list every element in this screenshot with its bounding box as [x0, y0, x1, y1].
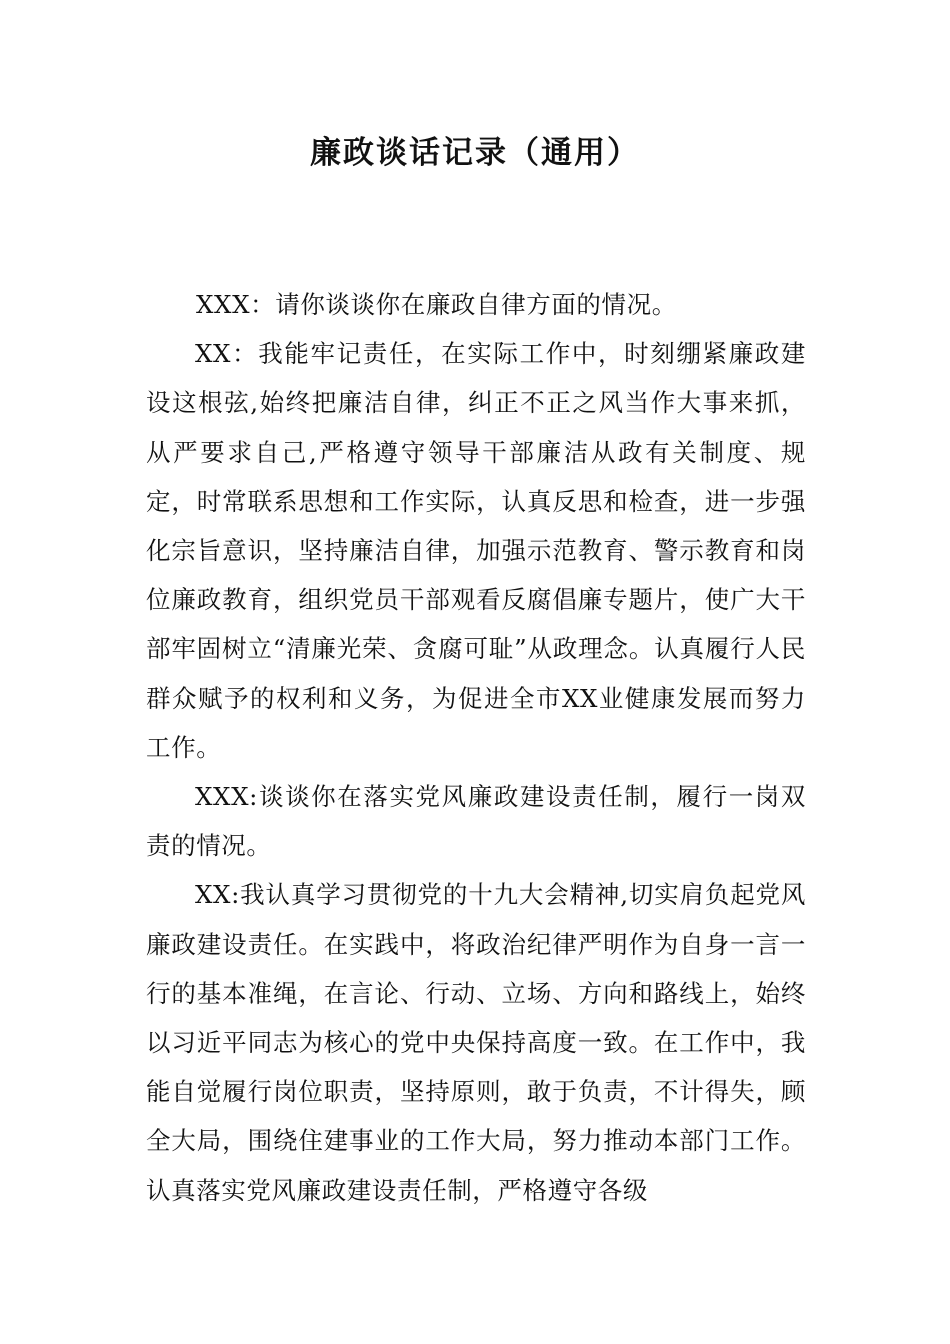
document-title: 廉政谈话记录（通用）: [310, 135, 640, 171]
paragraph-answer-1: XX：我能牢记责任，在实际工作中，时刻绷紧廉政建设这根弦,始终把廉洁自律，纠正不正之风当作大事来抓，从严要求自己,严格遵守领导干部廉洁从政有关制度、规定，时常联系思想和工作实际，认真反思和检查，进一步强化宗旨意识，坚持廉洁自律，加强示范教育、警示教育和岗位廉政教育，组织党员干部观看反腐倡廉专题片，使广大干部牢固树立“清廉光荣、贪腐可耻”从政理念。认真履行人民群众赋予的权利和义务，为促进全市XX业健康发展而努力工作。: [146, 339, 806, 762]
document-body: [146, 280, 806, 1215]
paragraph-question-2: XXX:谈谈你在落实党风廉政建设责任制，履行一岗双责的情况。: [146, 782, 806, 861]
paragraph-question-1: XXX：请你谈谈你在廉政自律方面的情况。: [196, 290, 677, 319]
paragraph-answer-2: XX:我认真学习贯彻党的十九大会精神,切实肩负起党风廉政建设责任。在实践中，将政治纪律严明作为自身一言一 行的基本准绳，在言论、行动、立场、方向和路线上，始终 以习近平同志为核心的党中央保持高度一致。在工作中，我能自觉履行岗位职责，坚持原则，敢于负责，不计得失，顾全大局，围绕住建事业的工作大局，努力推动本部门工作。认真落实党风廉政建设责任制，严格遵守各级: [146, 880, 806, 1205]
